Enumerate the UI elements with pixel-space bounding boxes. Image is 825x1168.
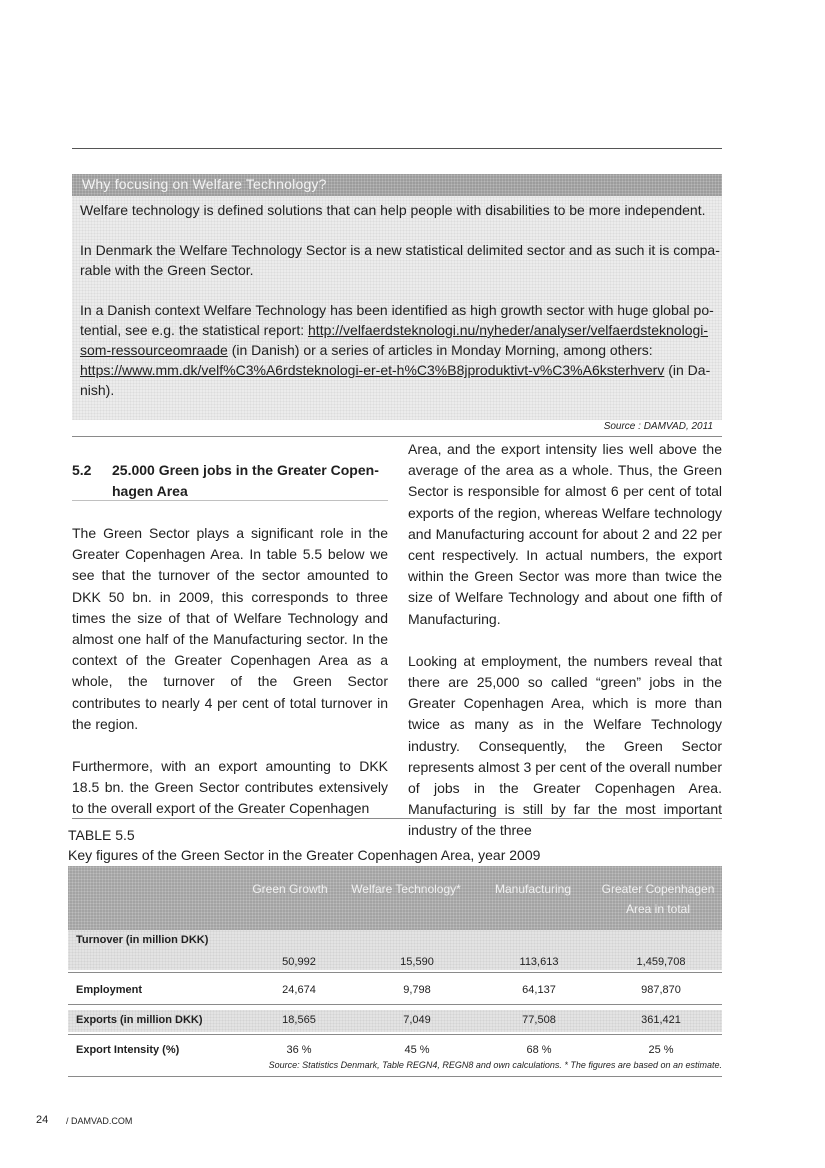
heading-underline — [72, 500, 388, 501]
box-source: Source : DAMVAD, 2011 — [603, 421, 713, 432]
table-row — [68, 980, 722, 1002]
column-header: Green Growth — [252, 882, 328, 896]
left-column — [72, 523, 388, 820]
box-bottom-divider — [72, 436, 722, 437]
table-cell: 987,870 — [641, 984, 681, 996]
section-number: 5.2 — [72, 462, 92, 478]
box-paragraph-3-line-1: In a Danish context Welfare Technology has been identified as high growth sector with huge global po- — [80, 302, 714, 318]
box-paragraph-3-line-3 — [80, 340, 720, 360]
table-cell: 18,565 — [282, 1014, 316, 1026]
left-paragraph-1: The Green Sector plays a significant role in the Greater Copenhagen Area. In table 5.5 below we see that the turnover of the sector amounted to DKK 50 bn. in 2009, this corresponds to three times the size of that of Welfare Technology and almost one half of the Manufacturing sector. In the context of the Greater Copenhagen Area as a whole, the turnover of the Green Sector contributes to nearly 4 per cent of total turnover in the region. — [72, 525, 388, 732]
section-title-line-2: hagen Area — [112, 483, 188, 499]
left-paragraph-2: Furthermore, with an export amounting to DKK 18.5 bn. the Green Sector contributes extensively to the overall export of the Greater Copenhagen — [72, 758, 388, 817]
row-label: Export Intensity (%) — [76, 1044, 180, 1056]
right-column — [408, 439, 722, 842]
right-paragraph-1: Area, and the export intensity lies well above the average of the area as a whole. Thus, the Green Sector is responsible for almost 6 per cent of total exports of the region, whereas Welfare technology and Manufacturing account for about 2 and 22 per cent respectively. In actual numbers, the export within the Green Sector was more than twice the size of Welfare Technology and about one fifth of Manufacturing. — [408, 441, 722, 627]
info-box-title-bar — [72, 174, 722, 196]
table-bottom-divider — [68, 1076, 722, 1077]
table-cell: 1,459,708 — [636, 956, 686, 968]
table-source: Source: Statistics Denmark, Table REGN4, REGN8 and own calculations. * The figures are based on an estimate. — [268, 1060, 722, 1070]
report-link-part-2[interactable]: som-ressourceomraade — [80, 342, 228, 358]
table-cell: 15,590 — [400, 956, 434, 968]
row-divider — [68, 1034, 722, 1035]
row-label: Employment — [76, 984, 143, 996]
top-divider — [72, 148, 722, 149]
table-cell: 50,992 — [282, 956, 316, 968]
row-label: Turnover (in million DKK) — [76, 934, 209, 946]
table-cell: 77,508 — [522, 1014, 556, 1026]
page-number: 24 — [36, 1114, 49, 1126]
columns-bottom-divider — [72, 818, 722, 819]
box-text-segment: (in Danish) or a series of articles in Monday Morning, among others: — [227, 342, 653, 358]
box-text-segment: (in Da- — [664, 362, 711, 378]
box-paragraph-2-line-2: rable with the Green Sector. — [80, 262, 254, 278]
footer-site: / DAMVAD.COM — [66, 1116, 133, 1126]
table-cell: 24,674 — [282, 984, 316, 996]
column-header: Greater Copenhagen — [601, 882, 715, 896]
table-cell: 36 % — [286, 1044, 312, 1056]
row-divider — [68, 972, 722, 973]
table-caption: Key figures of the Green Sector in the Greater Copenhagen Area, year 2009 — [68, 847, 541, 863]
table-cell: 361,421 — [641, 1014, 681, 1026]
table-row — [68, 930, 722, 970]
report-link-part-1[interactable]: http://velfaerdsteknologi.nu/nyheder/analyser/velfaerdsteknologi- — [308, 322, 709, 338]
row-divider — [68, 1004, 722, 1005]
table-cell: 9,798 — [403, 984, 431, 996]
column-header: Area in total — [625, 902, 691, 916]
info-box-text — [80, 200, 720, 400]
table-header — [68, 866, 722, 930]
table-row — [68, 1010, 722, 1032]
box-paragraph-1: Welfare technology is defined solutions that can help people with disabilities to be more independent. — [80, 202, 706, 218]
box-paragraph-3-line-5: nish). — [80, 382, 115, 398]
table-cell: 113,613 — [519, 956, 559, 968]
row-label: Exports (in million DKK) — [76, 1014, 203, 1026]
table-row — [68, 1042, 722, 1062]
table-cell: 64,137 — [522, 984, 556, 996]
info-box-title: Why focusing on Welfare Technology? — [82, 176, 327, 192]
box-paragraph-3-line-2 — [80, 320, 720, 340]
right-paragraph-2: Looking at employment, the numbers reveal that there are 25,000 so called “green” jobs in the Greater Copenhagen Area, which is more than twice as many as in the Welfare Technology industry. Consequently, the Green Sector represents almost 3 per cent of the overall number of jobs in the Greater Copenhagen Area. Manufacturing is still by far the most important industry of the three — [408, 652, 722, 839]
table-label: TABLE 5.5 — [68, 827, 135, 843]
monday-morning-link[interactable]: https://www.mm.dk/velf%C3%A6rdsteknologi-er-et-h%C3%B8jproduktivt-v%C3%A6ksterhverv — [80, 362, 665, 378]
section-title-line-1: 25.000 Green jobs in the Greater Copen- — [112, 462, 379, 478]
column-header: Manufacturing — [494, 882, 572, 896]
box-paragraph-2-line-1: In Denmark the Welfare Technology Sector is a new statistical delimited sector and as such it is compa- — [80, 242, 720, 258]
box-paragraph-3-line-4 — [80, 360, 720, 380]
column-header: Welfare Technology* — [351, 882, 461, 896]
table-cell: 45 % — [404, 1044, 430, 1056]
table-cell: 25 % — [648, 1044, 674, 1056]
box-text-segment: tential, see e.g. the statistical report: — [80, 322, 309, 338]
table-cell: 7,049 — [403, 1014, 431, 1026]
table-cell: 68 % — [526, 1044, 552, 1056]
